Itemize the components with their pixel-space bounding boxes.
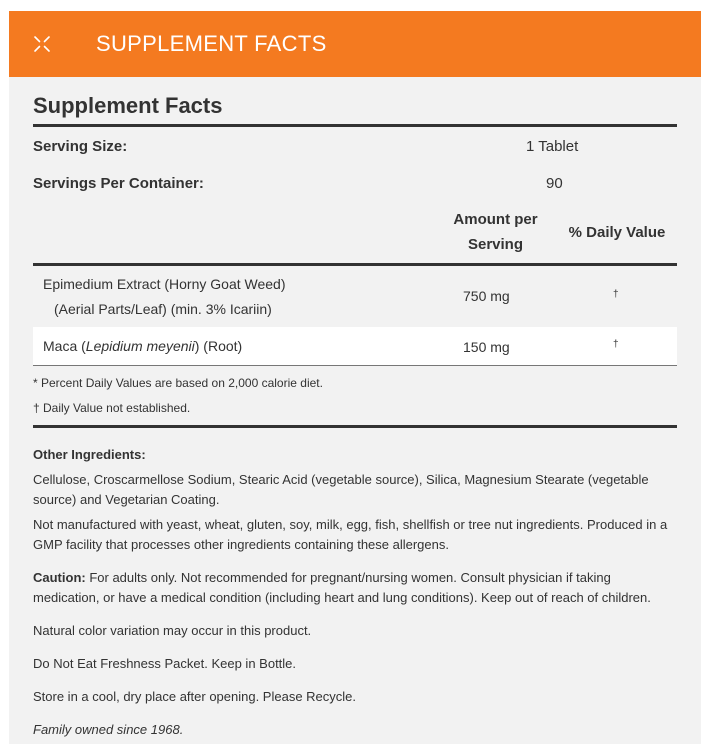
accordion-header[interactable] [9,11,701,77]
daily-value-header: % Daily Value [568,224,666,241]
footnote-calorie: * Percent Daily Values are based on 2,000 calorie diet. [33,376,323,390]
ingredient-amount: 150 mg [463,339,510,355]
ingredient-name: Maca (Lepidium meyenii) (Root) [43,338,243,354]
facts-title: Supplement Facts [33,93,223,118]
servings-per-container-label: Servings Per Container: [33,175,204,192]
servings-per-container-value: 90 [546,175,563,192]
footnote-rule [33,425,677,428]
storage-note: Store in a cool, dry place after opening. Please Recycle. [33,689,357,704]
header-title: SUPPLEMENT FACTS [96,31,327,56]
ingredient-name: Epimedium Extract (Horny Goat Weed) (Aerial Parts/Leaf) (min. 3% Icariin) [43,276,286,317]
other-ingredients-title: Other Ingredients: [33,447,146,462]
close-x-icon[interactable] [33,35,51,53]
footnote-dv: † Daily Value not established. [33,401,191,415]
title-rule [33,124,677,127]
allergen-statement: Not manufactured with yeast, wheat, gluten, soy, milk, egg, fish, shellfish or tree nut ingredients. Produced in a GMP facility that processes other ingredients containing these allergens. [33,517,668,552]
ingredients-rule [33,365,677,366]
ingredient-dv: † [613,289,619,300]
other-ingredients-text: Cellulose, Croscarmellose Sodium, Stearic Acid (vegetable source), Silica, Magnesium Stearate (vegetable source) and Vegetarian Coating. [33,472,649,507]
freshness-packet-note: Do Not Eat Freshness Packet. Keep in Bottle. [33,656,297,671]
ingredient-amount: 750 mg [463,288,510,304]
color-variation-note: Natural color variation may occur in this product. [33,623,312,638]
family-owned-note: Family owned since 1968. [33,722,184,737]
caution-statement: Caution: For adults only. Not recommended for pregnant/nursing women. Consult physician if taking medication, or have a medical condition (including heart and lung conditions). Keep out of reach of children. [33,570,651,605]
ingredient-dv: † [613,339,619,350]
amount-per-serving-header: Amount per Serving [453,211,538,253]
ingredient-row [33,266,677,327]
supplement-facts-panel [9,11,701,744]
serving-size-label: Serving Size: [33,138,128,155]
ingredient-row [33,327,677,365]
serving-size-value: 1 Tablet [526,138,579,155]
